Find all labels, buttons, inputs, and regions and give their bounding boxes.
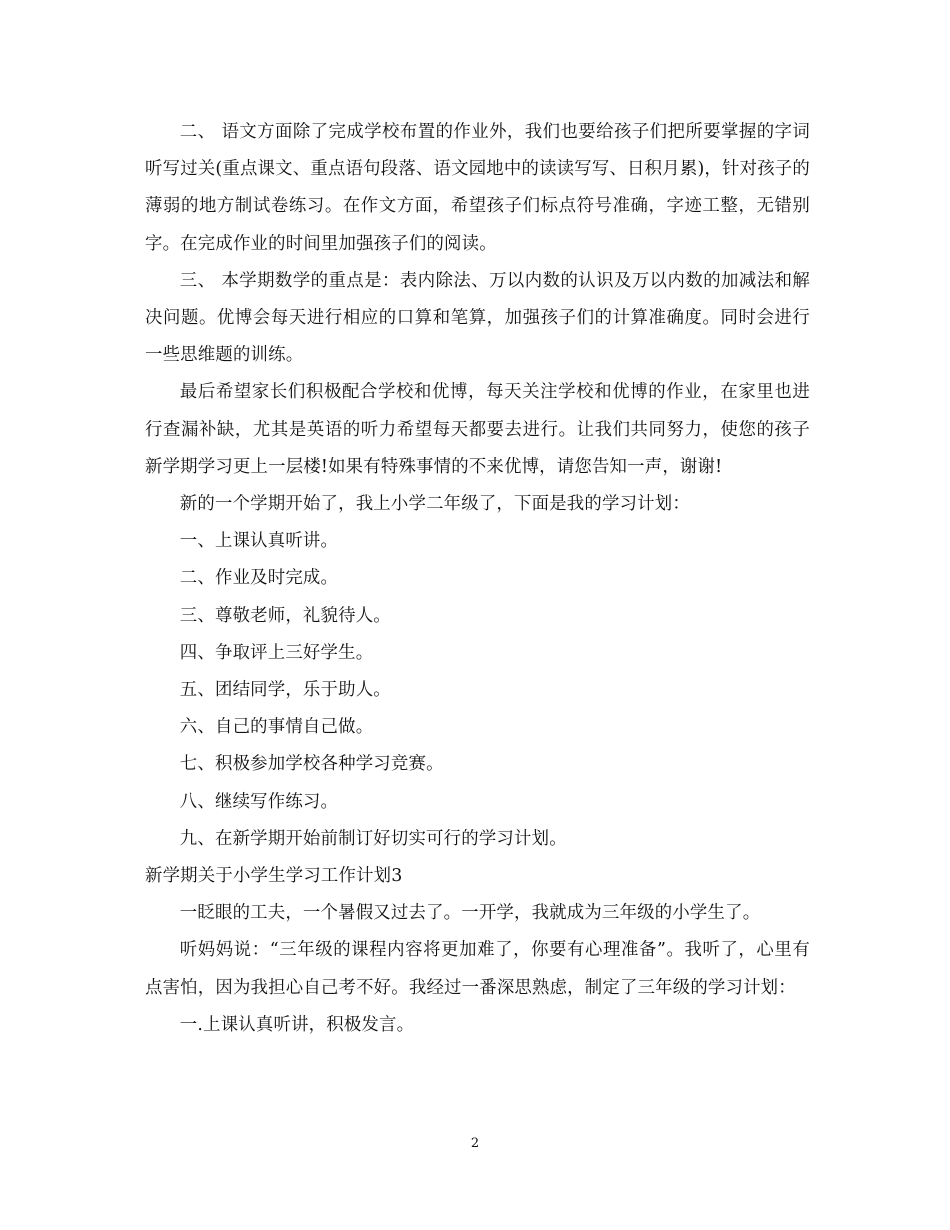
list-item: 九、在新学期开始前制订好切实可行的学习计划。 xyxy=(179,828,567,849)
list-item: 一.上课认真听讲，积极发言。 xyxy=(179,1014,415,1035)
list-item: 二、作业及时完成。 xyxy=(179,568,339,589)
list-item: 一、上课认真听讲。 xyxy=(179,531,339,552)
paragraph-closing-note: 最后希望家长们积极配合学校和优博，每天关注学校和优博的作业，在家里也进行查漏补缺，尤其是英语的听力希望每天都要去进行。让我们共同努力，使您的孩子新学期学习更上一层楼!如果有特殊事情的不来优博，请您告知一声，谢谢! xyxy=(145,382,810,477)
paragraph-math-plan: 三、 本学期数学的重点是：表内除法、万以内数的认识及万以内数的加减法和解决问题。优博会每天进行相应的口算和笔算，加强孩子们的计算准确度。同时会进行一些思维题的训练。 xyxy=(145,270,810,366)
list-item: 七、积极参加学校各种学习竞赛。 xyxy=(179,754,444,775)
document-body xyxy=(145,114,810,1044)
page-number: 2 xyxy=(470,1136,480,1151)
list-item: 三、尊敬老师，礼貌待人。 xyxy=(179,605,391,626)
list-item: 八、继续写作练习。 xyxy=(179,791,339,812)
paragraph-chinese-plan: 二、 语文方面除了完成学校布置的作业外，我们也要给孩子们把所要掌握的字词听写过关(重点课文、重点语句段落、语文园地中的读读写写、日积月累)，针对孩子的薄弱的地方制试卷练习。在作文方面，希望孩子们标点符号准确，字迹工整，无错别字。在完成作业的时间里加强孩子们的阅读。 xyxy=(145,122,810,254)
list-item: 四、争取评上三好学生。 xyxy=(179,642,374,663)
paragraph-summer-over: 一眨眼的工夫，一个暑假又过去了。一开学，我就成为三年级的小学生了。 xyxy=(179,903,761,924)
paragraph-study-plan-intro: 新的一个学期开始了，我上小学二年级了，下面是我的学习计划： xyxy=(179,494,690,515)
section-heading: 新学期关于小学生学习工作计划3 xyxy=(145,866,403,887)
paragraph-mother-said: 听妈妈说：“三年级的课程内容将更加难了，你要有心理准备”。我听了，心里有点害怕，因为我担心自己考不好。我经过一番深思熟虑，制定了三年级的学习计划： xyxy=(145,940,810,998)
list-item: 五、团结同学，乐于助人。 xyxy=(179,680,391,701)
list-item: 六、自己的事情自己做。 xyxy=(179,717,374,738)
